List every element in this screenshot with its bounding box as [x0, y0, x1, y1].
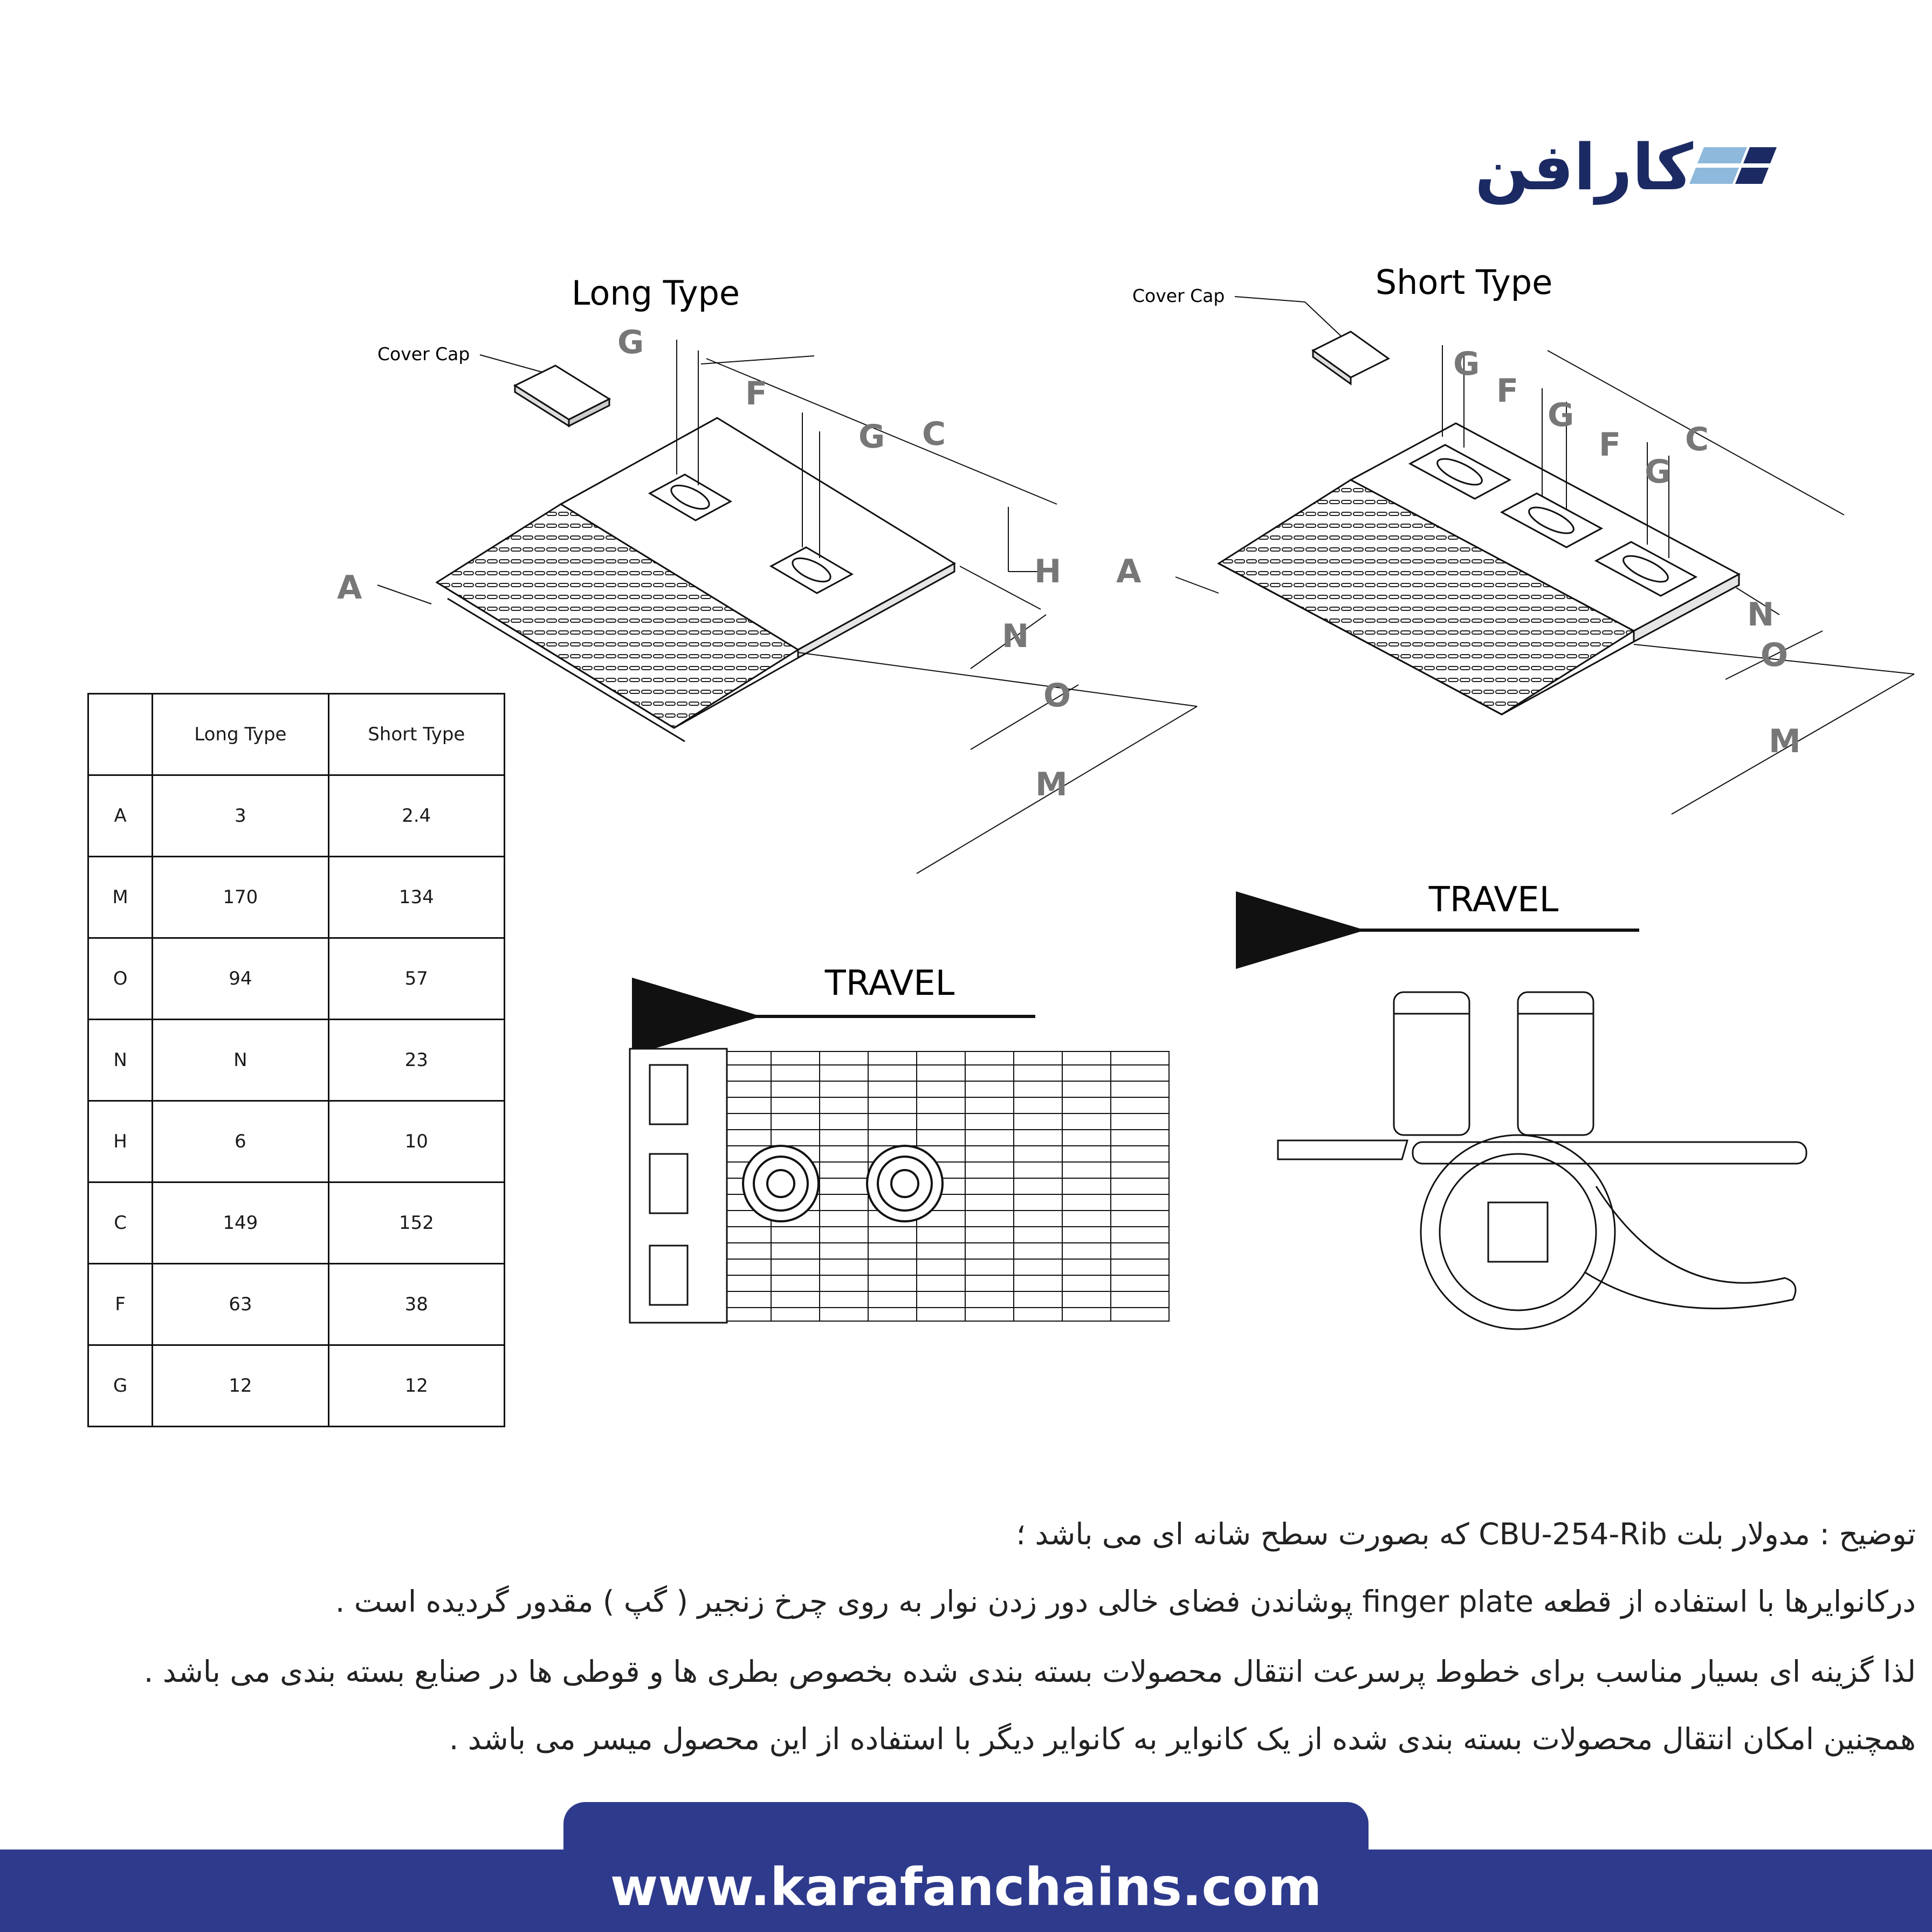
- table-row-key: A: [88, 775, 153, 857]
- long-dim-f: F: [745, 375, 767, 412]
- long-dim-a: A: [337, 569, 362, 607]
- spec-table: [87, 693, 505, 1427]
- chain: [1413, 1135, 1806, 1329]
- long-cover-cap-label: Cover Cap: [377, 343, 470, 365]
- table-row-key: H: [88, 1101, 153, 1182]
- table-cell-long: 3: [153, 775, 328, 857]
- table-row: [88, 775, 505, 857]
- table-row-key: O: [88, 938, 153, 1020]
- short-cover-cap-label: Cover Cap: [1132, 285, 1225, 306]
- table-row-key: N: [88, 1020, 153, 1101]
- short-cover-cap: [1313, 332, 1388, 384]
- table-cell-long: 149: [153, 1182, 328, 1264]
- description-line-2: درکانوایرها با استفاده از قطعه finger plate پوشاندن فضای خالی دور زدن نوار به روی چرخ زنجیر ( گپ ) مقدور گردیده است .: [335, 1584, 1916, 1619]
- short-dim-n: N: [1747, 596, 1775, 634]
- table-cell-short: 2.4: [328, 775, 504, 857]
- table-cell-long: 12: [153, 1345, 328, 1427]
- table-header-row: [88, 694, 505, 775]
- table-row: [88, 1345, 505, 1427]
- short-dim-a: A: [1116, 553, 1142, 590]
- logo-text: کارافن: [1475, 130, 1693, 204]
- top-view-travel-label: TRAVEL: [824, 964, 955, 1003]
- table-cell-short: 38: [328, 1264, 504, 1345]
- description-line-4: همچنین امکان انتقال محصولات بسته بندی شده از یک کانوایر به کانوایر دیگر با استفاده از این محصول میسر می باشد .: [449, 1722, 1916, 1756]
- side-view-travel-label: TRAVEL: [1428, 880, 1559, 920]
- long-dim-g1: G: [617, 324, 644, 361]
- table-row-key: M: [88, 857, 153, 938]
- long-dim-n: N: [1002, 617, 1029, 655]
- table-row: [88, 938, 505, 1020]
- table-cell-long: N: [153, 1020, 328, 1101]
- cans: [1394, 992, 1593, 1135]
- side-view-drawing: [1278, 880, 1806, 1329]
- table-row: [88, 1264, 505, 1345]
- table-cell-short: 12: [328, 1345, 504, 1427]
- long-dim-c: C: [922, 415, 946, 453]
- description-line-1: توضیح : مدولار بلت CBU-254-Rib که بصورت سطح شانه ای می باشد ؛: [1016, 1517, 1916, 1551]
- long-dim-h: H: [1034, 553, 1062, 590]
- table-cell-long: 63: [153, 1264, 328, 1345]
- long-dim-o: O: [1043, 677, 1071, 714]
- long-dim-g2: G: [858, 418, 885, 456]
- table-row: [88, 1182, 505, 1264]
- short-dim-f2: F: [1599, 426, 1621, 464]
- short-dim-m: M: [1769, 723, 1801, 760]
- table-header-cell: Long Type: [153, 694, 328, 775]
- short-dim-f1: F: [1496, 372, 1518, 410]
- long-cover-cap: [515, 366, 609, 426]
- table-cell-long: 94: [153, 938, 328, 1020]
- table-row: [88, 1020, 505, 1101]
- short-dim-c: C: [1685, 421, 1709, 458]
- table-row: [88, 857, 505, 938]
- long-type-title: Long Type: [571, 273, 740, 313]
- table-cell-short: 57: [328, 938, 504, 1020]
- table-cell-short: 10: [328, 1101, 504, 1182]
- table-header-cell: Short Type: [328, 694, 504, 775]
- long-dim-m: M: [1035, 766, 1068, 803]
- table-row-key: G: [88, 1345, 153, 1427]
- short-dim-o: O: [1761, 636, 1789, 674]
- table-row: [88, 1101, 505, 1182]
- description-line-3: لذا گزینه ای بسیار مناسب برای خطوط پرسرعت انتقال محصولات بسته بندی شده بخصوص بطری ها و قوطی ها در صنایع بسته بندی می باشد .: [143, 1654, 1916, 1689]
- table-cell-short: 23: [328, 1020, 504, 1101]
- table-cell-long: 170: [153, 857, 328, 938]
- table-cell-short: 152: [328, 1182, 504, 1264]
- short-dim-g2: G: [1548, 396, 1575, 434]
- table-row-key: F: [88, 1264, 153, 1345]
- footer-website-link[interactable]: www.karafanchains.com: [610, 1857, 1322, 1917]
- table-row-key: C: [88, 1182, 153, 1264]
- table-cell-short: 134: [328, 857, 504, 938]
- short-dim-g1: G: [1453, 345, 1480, 383]
- short-type-title: Short Type: [1375, 263, 1553, 302]
- short-dim-g3: G: [1645, 453, 1672, 491]
- top-view-drawing: [630, 964, 1169, 1323]
- table-header-cell: [88, 694, 153, 775]
- table-cell-long: 6: [153, 1101, 328, 1182]
- short-type-drawing: [1116, 263, 1914, 814]
